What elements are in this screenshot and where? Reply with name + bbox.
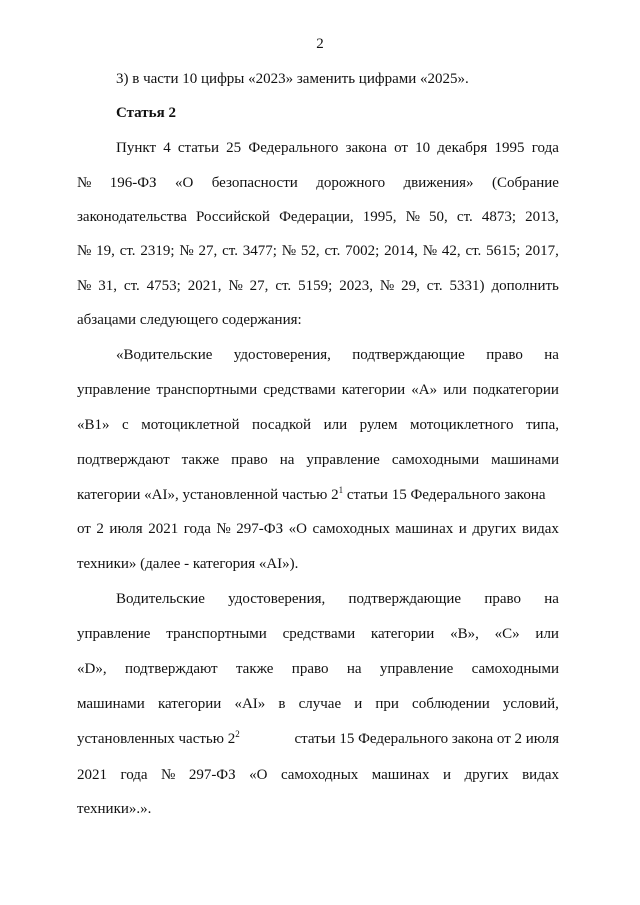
word: машинах — [371, 767, 430, 783]
word: № — [77, 175, 92, 191]
para1-line-5-text: категории «AI», установленной частью 2 — [77, 487, 339, 503]
word: закона — [345, 140, 387, 156]
word: 297-ФЗ — [188, 767, 236, 783]
word: самоходными — [391, 452, 480, 468]
word: от — [394, 140, 408, 156]
word: 297-ФЗ — [236, 521, 284, 537]
word: право — [484, 591, 521, 607]
word: ст. — [123, 278, 140, 294]
word: подтверждают — [124, 661, 218, 677]
word: типа, — [525, 417, 559, 433]
intro-line — [77, 208, 559, 226]
word: на — [544, 347, 559, 363]
para1-line — [77, 381, 559, 399]
word: № — [422, 243, 438, 259]
word: подкатегории — [472, 382, 559, 398]
word: транспортными — [156, 382, 258, 398]
word: «В1» — [77, 417, 110, 433]
word: 4 — [163, 140, 171, 156]
word: управление — [379, 661, 454, 677]
word: 27, — [198, 243, 218, 259]
para2-line — [77, 695, 559, 713]
word: 31, — [98, 278, 117, 294]
superscript-1: 1 — [338, 485, 344, 495]
word: также — [181, 452, 220, 468]
word: года — [183, 521, 211, 537]
article-heading: Статья 2 — [116, 105, 176, 121]
word: 4873; — [481, 209, 517, 225]
intro-line-last: абзацами следующего содержания: — [77, 312, 302, 328]
word: рулем — [359, 417, 398, 433]
word: или — [535, 626, 559, 642]
word: (Собрание — [491, 175, 559, 191]
word: право — [291, 661, 329, 677]
word: 2 — [96, 521, 104, 537]
para1-line-5-text-after: статьи 15 Федерального закона — [343, 487, 546, 503]
para1-line — [116, 346, 559, 364]
word: самоходных — [312, 521, 390, 537]
word: управление — [306, 452, 380, 468]
word: случае — [298, 696, 342, 712]
word: 10 — [415, 140, 431, 156]
word: в — [278, 696, 286, 712]
word: № — [77, 243, 92, 259]
word: № — [216, 521, 231, 537]
amendment-item-3: 3) в части 10 цифры «2023» заменить цифрами «2025». — [116, 71, 469, 87]
word: 4753; — [146, 278, 181, 294]
word: посадкой — [251, 417, 312, 433]
word: Федерального — [248, 140, 339, 156]
word: июля — [109, 521, 143, 537]
intro-line — [77, 277, 559, 295]
para2-line-5 — [77, 730, 559, 748]
word: «О — [249, 767, 268, 783]
word: 52, — [300, 243, 320, 259]
word: управление — [77, 626, 151, 642]
word: подтверждают — [77, 452, 170, 468]
word: ст. — [324, 243, 341, 259]
word: управление — [77, 382, 151, 398]
word: средствами — [263, 382, 336, 398]
para2-line-5-text — [77, 730, 240, 748]
word: ст. — [222, 243, 238, 259]
word: самоходных — [280, 767, 359, 783]
word: 50, — [429, 209, 448, 225]
word: право — [486, 347, 523, 363]
word: дорожного — [316, 175, 386, 191]
word: право — [231, 452, 268, 468]
word: или — [443, 382, 467, 398]
para2-line — [77, 625, 559, 643]
word: на — [544, 591, 559, 607]
word: ст. — [456, 209, 473, 225]
word: ст. — [465, 243, 482, 259]
word: дополнить — [491, 278, 559, 294]
word: 19, — [96, 243, 115, 259]
intro-line — [77, 174, 559, 192]
para1-line — [77, 416, 559, 434]
word: видах — [521, 521, 559, 537]
word: № — [379, 278, 395, 294]
word: Пункт — [116, 140, 157, 156]
word: 27, — [249, 278, 269, 294]
word: видах — [522, 767, 559, 783]
word: 2017, — [525, 243, 559, 259]
word: и — [443, 767, 452, 783]
word: удостоверения, — [228, 591, 326, 607]
word: условий, — [502, 696, 559, 712]
word: «С» — [494, 626, 520, 642]
word: «Водительские — [116, 347, 213, 363]
word: «D», — [77, 661, 107, 677]
word: мотоциклетной — [141, 417, 240, 433]
word: 2014, — [384, 243, 418, 259]
word: года — [120, 767, 148, 783]
word: соблюдении — [412, 696, 490, 712]
word: на — [346, 661, 362, 677]
word: и — [458, 521, 467, 537]
para1-line-5 — [77, 486, 546, 504]
word: ст. — [275, 278, 292, 294]
word: № — [228, 278, 243, 294]
word: на — [279, 452, 295, 468]
word: 7002; — [345, 243, 380, 259]
word: с — [122, 417, 129, 433]
word: мотоциклетного — [409, 417, 514, 433]
word: машинами — [77, 696, 145, 712]
word: «В», — [450, 626, 479, 642]
word: 2021 — [77, 767, 107, 783]
intro-line — [77, 242, 559, 260]
page-number: 2 — [316, 36, 324, 52]
word: подтверждающие — [348, 591, 462, 607]
word: машинах — [395, 521, 454, 537]
word: года — [531, 140, 559, 156]
word: при — [375, 696, 399, 712]
word: 25 — [226, 140, 242, 156]
word: 2021, — [187, 278, 222, 294]
word: ст. — [426, 278, 443, 294]
word: средствами — [282, 626, 356, 642]
para2-line-5-before: установленных частью 2 — [77, 731, 236, 747]
word: законодательства — [77, 209, 187, 225]
word: декабря — [437, 140, 488, 156]
word: 5615; — [486, 243, 521, 259]
word: 42, — [441, 243, 461, 259]
word: ст. — [119, 243, 136, 259]
word: самоходными — [471, 661, 559, 677]
word: 2013, — [525, 209, 559, 225]
word: 2021 — [148, 521, 179, 537]
word: статьи — [177, 140, 219, 156]
word: № — [405, 209, 420, 225]
word: 1995, — [362, 209, 397, 225]
word: «AI» — [234, 696, 266, 712]
word: других — [472, 521, 517, 537]
word: машинами — [491, 452, 559, 468]
word: удостоверения, — [233, 347, 331, 363]
para1-line — [77, 451, 559, 469]
word: категории — [157, 696, 222, 712]
word: транспортными — [166, 626, 267, 642]
para1-line-last: техники» (далее - категория «AI»). — [77, 556, 299, 572]
word: 2319; — [140, 243, 175, 259]
word: «А» — [411, 382, 438, 398]
para2-line — [77, 766, 559, 784]
word: и — [354, 696, 363, 712]
para2-line-5-text-after: статьи 15 Федерального закона от 2 июля — [290, 731, 559, 747]
word: Водительские — [116, 591, 205, 607]
word: категории — [341, 382, 406, 398]
word: 1995 — [494, 140, 525, 156]
word: 196-ФЗ — [109, 175, 157, 191]
word: 3477; — [242, 243, 277, 259]
word: «О — [288, 521, 307, 537]
para1-line — [77, 520, 559, 538]
word: также — [235, 661, 274, 677]
word: 2023, — [339, 278, 373, 294]
word: № — [77, 278, 92, 294]
word: № — [281, 243, 297, 259]
superscript-2: 2 — [235, 729, 240, 739]
word: движения» — [403, 175, 474, 191]
para2-line-last: техники».». — [77, 801, 152, 817]
word: 5331) — [449, 278, 485, 294]
word: Федерации, — [279, 209, 354, 225]
word: других — [464, 767, 509, 783]
intro-line — [116, 139, 559, 157]
word: 5159; — [298, 278, 333, 294]
word: безопасности — [211, 175, 298, 191]
word: № — [179, 243, 194, 259]
word: Российской — [196, 209, 270, 225]
word: «О — [174, 175, 194, 191]
word: 29, — [401, 278, 420, 294]
word: № — [161, 767, 176, 783]
word: от — [77, 521, 91, 537]
word: подтверждающие — [352, 347, 465, 363]
word: или — [323, 417, 348, 433]
para2-line — [116, 590, 559, 608]
word: категории — [370, 626, 435, 642]
para2-line — [77, 660, 559, 678]
